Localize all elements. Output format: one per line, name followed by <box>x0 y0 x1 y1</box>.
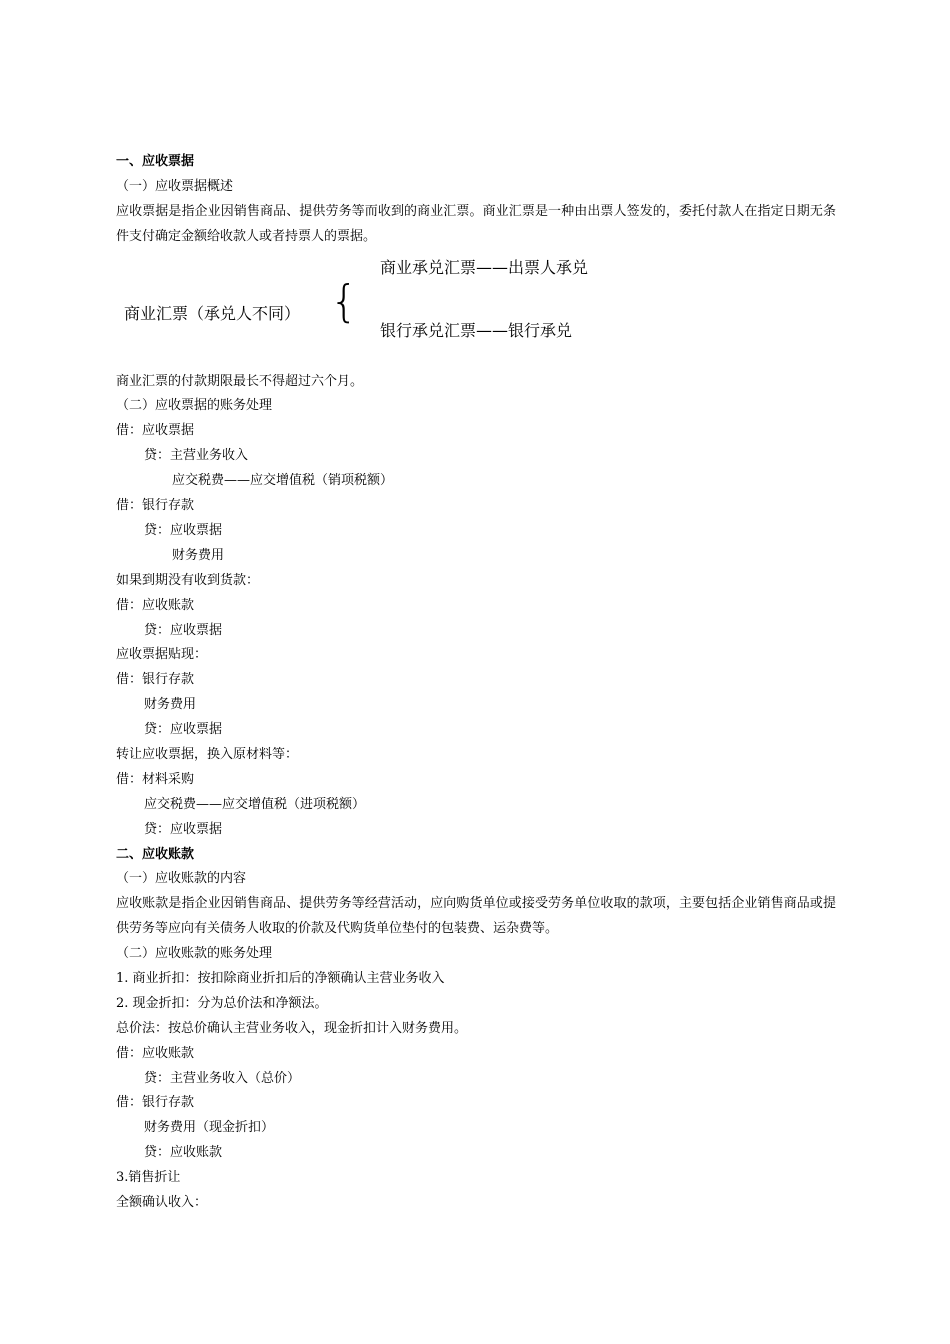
entry-line: 如果到期没有收到货款： <box>116 572 260 588</box>
entry-line: 贷：主营业务收入 <box>144 448 249 464</box>
entry-line: 全额确认收入： <box>116 1195 208 1211</box>
section-2-heading: 二、应收账款 <box>116 846 195 862</box>
section-2-subheading-1: （一）应收账款的内容 <box>116 871 247 887</box>
entry-line: 借：应收账款 <box>116 1045 195 1061</box>
entry-line: 1. 商业折扣：按扣除商业折扣后的净额确认主营业务收入 <box>116 971 445 986</box>
entry-line: 财务费用 <box>172 547 225 563</box>
entry-line: 财务费用 <box>144 697 197 713</box>
diagram-branch-bank: 银行承兑汇票——银行承兑 <box>380 320 573 340</box>
entry-line: 借：应收票据 <box>116 423 195 439</box>
entry-line: 财务费用（现金折扣） <box>144 1120 275 1136</box>
entry-line: 总价法：按总价确认主营业务收入，现金折扣计入财务费用。 <box>116 1020 468 1036</box>
entry-line: 借：银行存款 <box>116 1095 195 1111</box>
section-2-description: 应收账款是指企业因销售商品、提供劳务等经营活动，应向购货单位或接受劳务单位收取的款项，主要包括企业销售商品或提供劳务等应向有关债务人收取的价款及代购货单位垫付的包装费、运杂费等。 <box>116 896 836 937</box>
section-1-heading: 一、应收票据 <box>116 154 195 169</box>
entry-line: 转让应收票据，换入原材料等： <box>116 746 299 762</box>
term-note: 商业汇票的付款期限最长不得超过六个月。 <box>116 373 364 389</box>
entry-line: 应收票据贴现： <box>116 647 208 663</box>
entry-line: 贷：应收票据 <box>144 821 223 837</box>
entry-line: 贷：应收票据 <box>144 522 223 538</box>
document-body <box>116 150 836 1216</box>
section-1-subheading-1: （一）应收票据概述 <box>116 178 234 194</box>
entry-line: 贷：应收账款 <box>144 1145 223 1161</box>
diagram-branch-commercial: 商业承兑汇票——出票人承兑 <box>380 257 589 277</box>
entry-line: 应交税费——应交增值税（进项税额） <box>144 796 366 812</box>
entry-line: 借：材料采购 <box>116 771 195 787</box>
bill-type-diagram <box>116 250 836 370</box>
entry-line: 借：银行存款 <box>116 672 195 688</box>
entry-line: 贷：主营业务收入（总价） <box>144 1070 301 1086</box>
entry-line: 2. 现金折扣：分为总价法和净额法。 <box>116 995 328 1011</box>
entry-line: 贷：应收票据 <box>144 622 223 638</box>
entry-line: 应交税费——应交增值税（销项税额） <box>172 473 394 489</box>
section-1-subheading-2: （二）应收票据的账务处理 <box>116 398 273 414</box>
entry-line: 借：应收账款 <box>116 597 195 613</box>
diagram-brace: { <box>330 275 358 327</box>
diagram-root-label: 商业汇票（承兑人不同） <box>124 303 301 323</box>
section-1-description: 应收票据是指企业因销售商品、提供劳务等而收到的商业汇票。商业汇票是一种由出票人签发的，委托付款人在指定日期无条件支付确定金额给收款人或者持票人的票据。 <box>116 203 836 244</box>
entry-line: 借：银行存款 <box>116 498 195 514</box>
section-2-subheading-2: （二）应收账款的账务处理 <box>116 946 273 962</box>
entry-line: 贷：应收票据 <box>144 722 223 738</box>
entry-line: 3.销售折让 <box>116 1170 181 1186</box>
